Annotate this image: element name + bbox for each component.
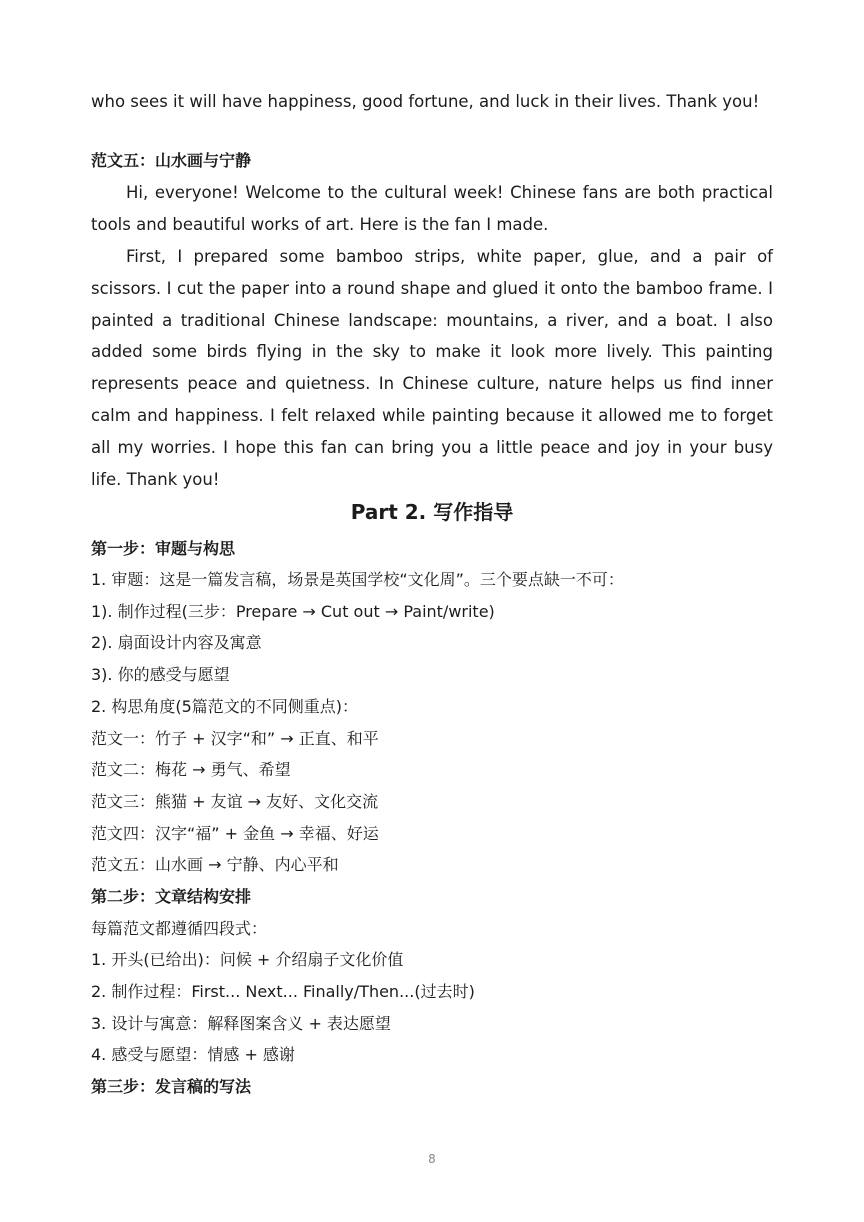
step2-heading: 第二步：文章结构安排 <box>91 887 252 906</box>
guide-line: 范文四：汉字“福” + 金鱼 → 幸福、好运 <box>91 824 379 843</box>
guide-line: 范文三：熊猫 + 友谊 → 友好、文化交流 <box>91 792 379 811</box>
guide-line: 2. 构思角度(5篇范文的不同侧重点)： <box>91 697 359 716</box>
guide-line: 1). 制作过程(三步：Prepare → Cut out → Paint/write) <box>91 602 495 621</box>
step1-heading: 第一步：审题与构思 <box>91 539 236 558</box>
guide-line: 4. 感受与愿望：情感 + 感谢 <box>91 1045 295 1064</box>
part2-title: Part 2. 写作指导 <box>350 500 514 524</box>
guide-line: 1. 开头(已给出)：问候 + 介绍扇子文化价值 <box>91 950 404 969</box>
guide-line: 3. 设计与寓意：解释图案含义 + 表达愿望 <box>91 1014 391 1033</box>
guide-line: 3). 你的感受与愿望 <box>91 665 230 684</box>
guide-line: 每篇范文都遵循四段式： <box>91 919 268 938</box>
guide-line: 范文二：梅花 → 勇气、希望 <box>91 760 291 779</box>
essay4-closing-line: who sees it will have happiness, good fortune, and luck in their lives. Thank you! <box>91 92 760 111</box>
page-number: 8 <box>428 1152 436 1166</box>
essay5-paragraph-1: Hi, everyone! Welcome to the cultural week! Chinese fans are both practical tools and beautiful works of art. Here is the fan I made. <box>91 183 773 234</box>
guide-line: 1. 审题：这是一篇发言稿，场景是英国学校“文化周”。三个要点缺一不可： <box>91 570 624 589</box>
essay5-paragraph-2: First, I prepared some bamboo strips, white paper, glue, and a pair of scissors. I cut the paper into a round shape and glued it onto the bamboo frame. I painted a traditional Chinese landscape: mountains, a river, and a boat. I also added some birds flying in the sky to make it look more lively. This painting represents peace and quietness. In Chinese culture, nature helps us find inner calm and happiness. I felt relaxed while painting because it allowed me to forget all my worries. I hope this fan can bring you a little peace and joy in your busy life. Thank you! <box>91 247 773 489</box>
guide-line: 2. 制作过程：First... Next... Finally/Then...(过去时) <box>91 982 475 1001</box>
guide-line: 范文五：山水画 → 宁静、内心平和 <box>91 855 339 874</box>
step3-heading: 第三步：发言稿的写法 <box>91 1077 252 1096</box>
guide-line: 2). 扇面设计内容及寓意 <box>91 633 262 652</box>
essay5-heading: 范文五：山水画与宁静 <box>91 151 252 170</box>
guide-line: 范文一：竹子 + 汉字“和” → 正直、和平 <box>91 729 379 748</box>
